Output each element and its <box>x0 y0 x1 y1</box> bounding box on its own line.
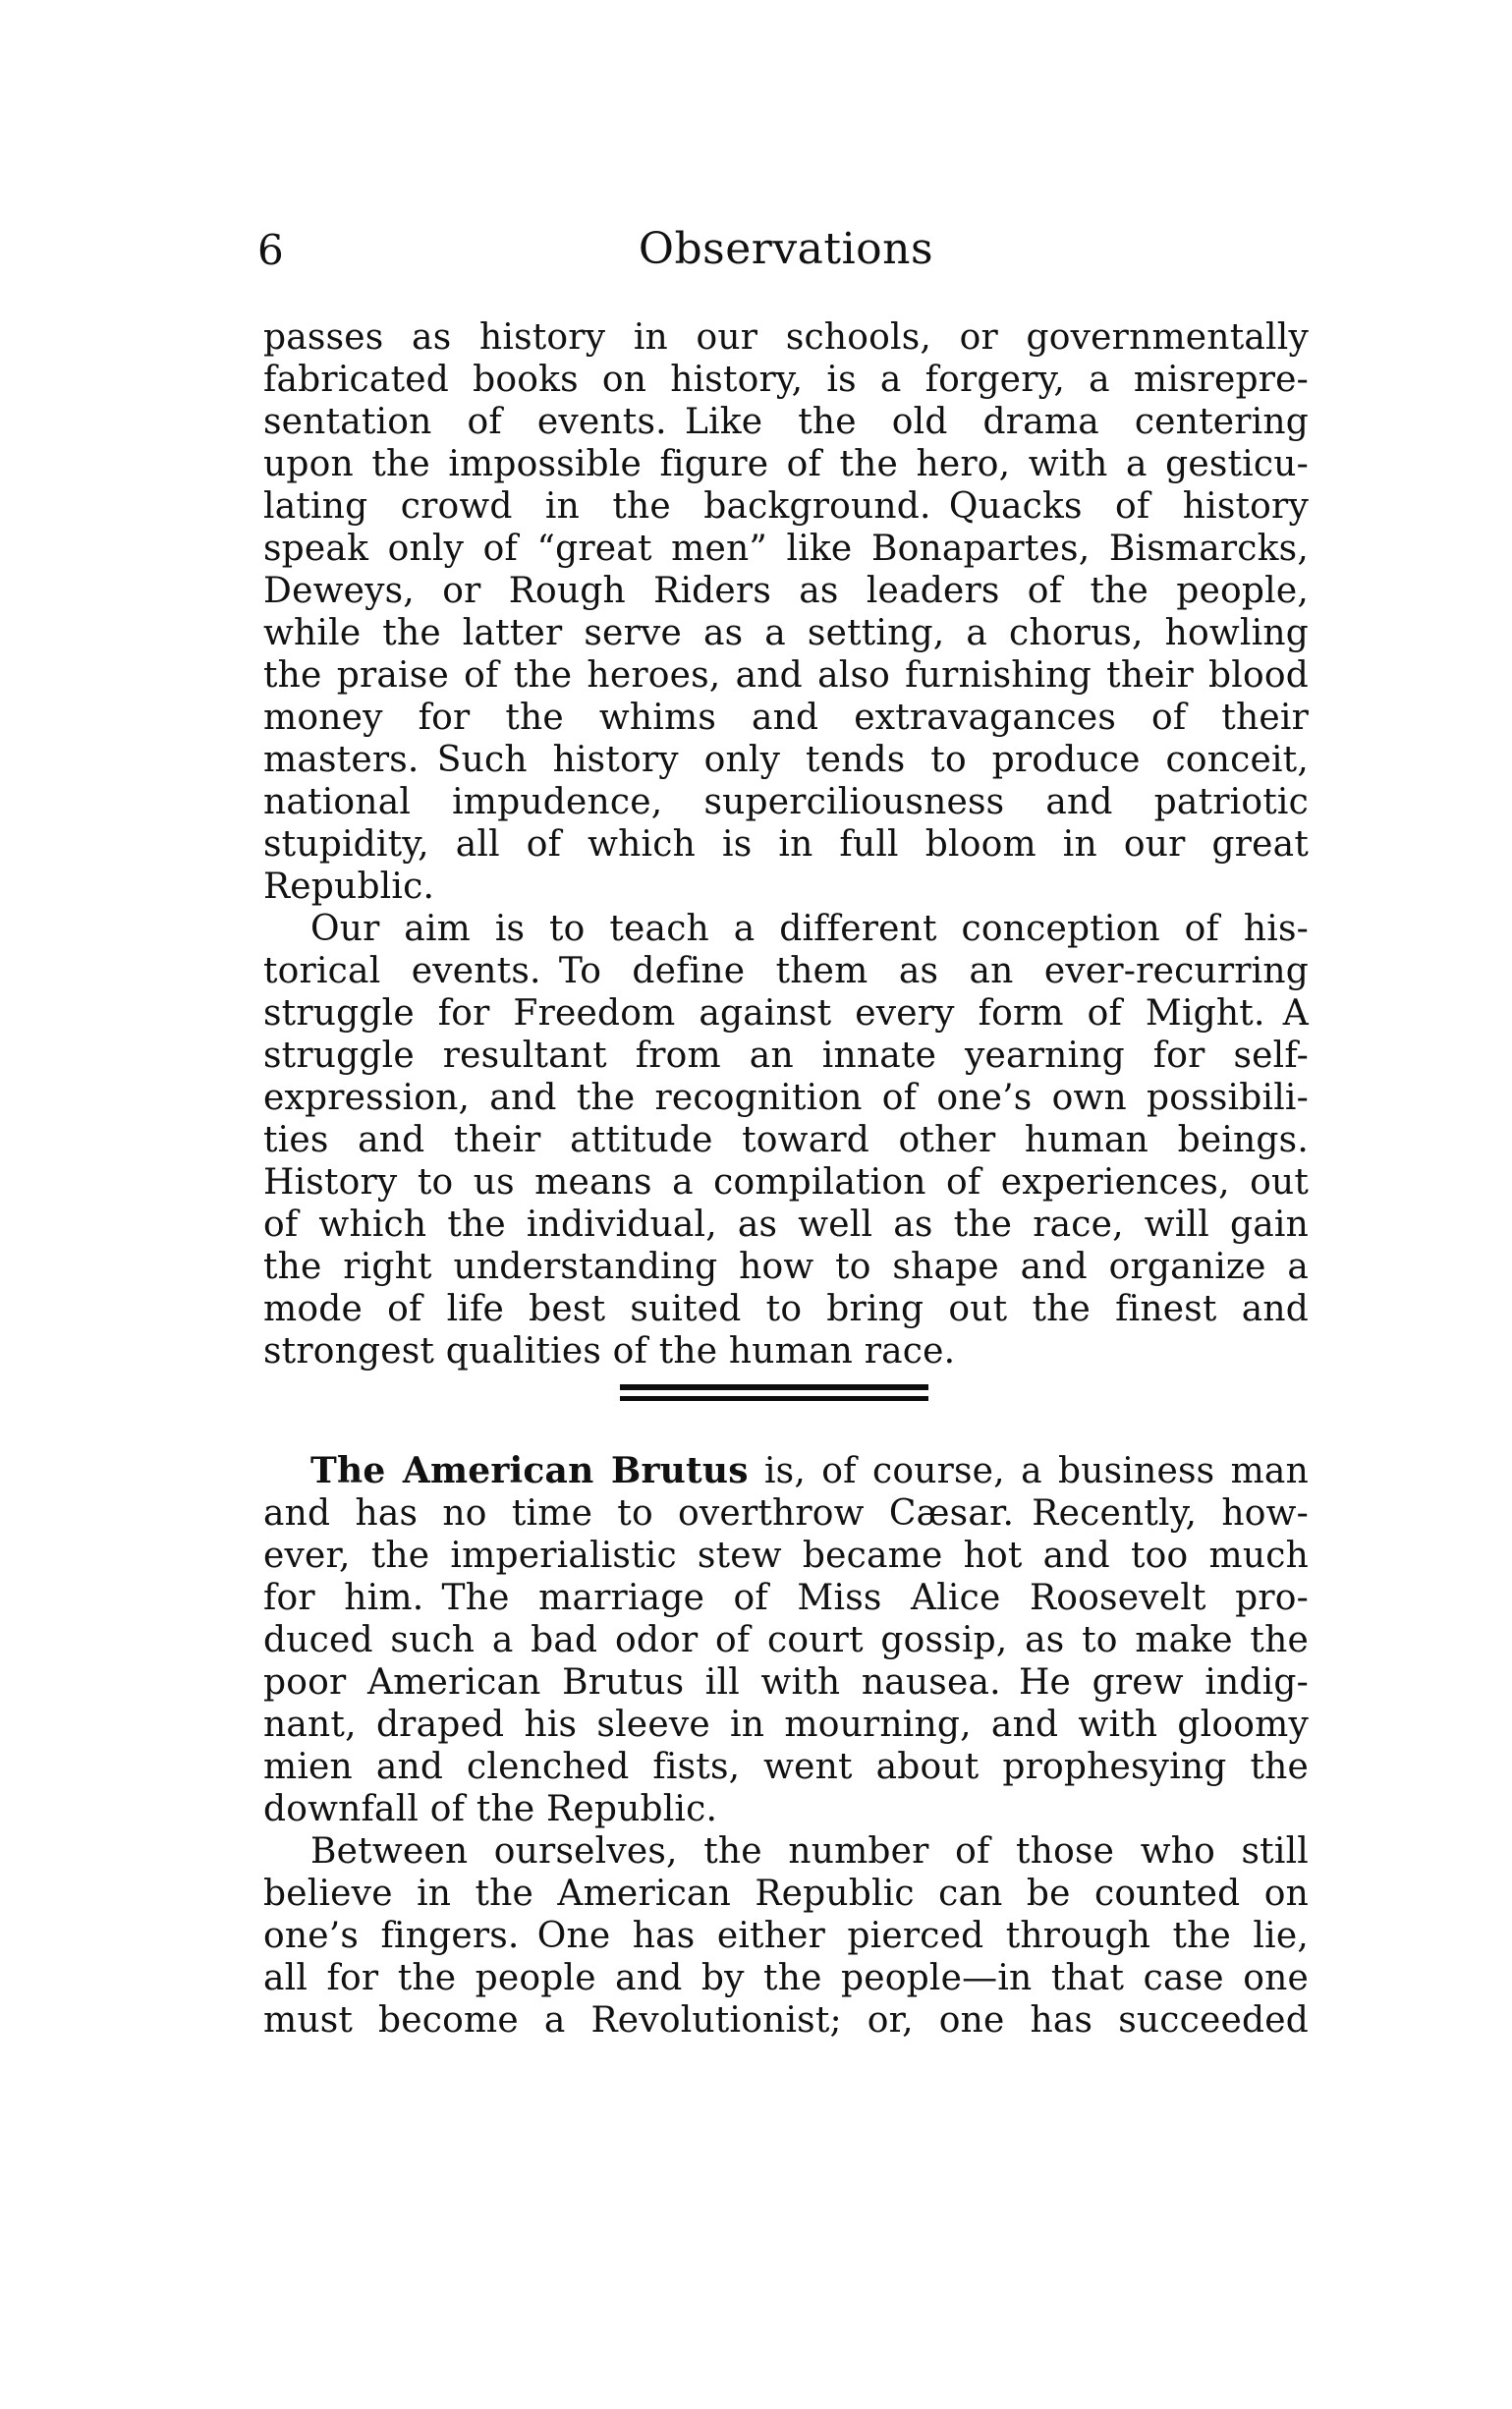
text-line: of which the individual, as well as the race, will gain <box>263 1204 1309 1245</box>
text-line: struggle for Freedom against every form of Might. A <box>263 993 1309 1034</box>
text-line: must become a Revolutionist; or, one has succeeded <box>263 2000 1309 2041</box>
text-line: History to us means a compilation of experiences, out <box>263 1162 1309 1203</box>
text-line: believe in the American Republic can be counted on <box>263 1874 1309 1914</box>
text-line: the right understanding how to shape and organize a <box>263 1247 1309 1287</box>
text-line: ever, the imperialistic stew became hot and too much <box>263 1536 1309 1576</box>
text-line: masters. Such history only tends to produce conceit, <box>263 740 1309 780</box>
text-line: ties and their attitude toward other human beings. <box>263 1120 1309 1160</box>
text-line: torical events. To define them as an ever-recurring <box>263 951 1309 991</box>
text-line: mien and clenched fists, went about prophesying the <box>263 1747 1309 1787</box>
page-header <box>257 224 1309 277</box>
text-line: Between ourselves, the number of those who still <box>310 1831 1309 1872</box>
text-line: the praise of the heroes, and also furnishing their blood <box>263 655 1309 696</box>
text-line: stupidity, all of which is in full bloom in our great <box>263 824 1309 865</box>
text-line: while the latter serve as a setting, a chorus, howling <box>263 613 1309 653</box>
text-line: lating crowd in the background. Quacks of history <box>263 486 1309 527</box>
text-line: for him. The marriage of Miss Alice Roosevelt pro- <box>263 1578 1309 1618</box>
text-line: upon the impossible figure of the hero, with a gesticu- <box>263 444 1309 484</box>
text-line: downfall of the Republic. <box>263 1789 718 1829</box>
divider-rule-bottom <box>620 1396 928 1401</box>
text-line: Our aim is to teach a different conception of his- <box>310 909 1309 949</box>
text-line: national impudence, superciliousness and patriotic <box>263 782 1309 822</box>
text-line: expression, and the recognition of one’s own possibili- <box>263 1078 1309 1118</box>
bold-lead: The American Brutus <box>310 1450 749 1491</box>
text-line: all for the people and by the people—in that case one <box>263 1958 1309 1998</box>
text-line: mode of life best suited to bring out the finest and <box>263 1289 1309 1329</box>
text-line: and has no time to overthrow Cæsar. Recently, how- <box>263 1493 1309 1534</box>
text-line: speak only of “great men” like Bonapartes, Bismarcks, <box>263 529 1309 569</box>
text-line: Deweys, or Rough Riders as leaders of the people, <box>263 571 1309 611</box>
text-line: nant, draped his sleeve in mourning, and with gloomy <box>263 1705 1309 1745</box>
text-line: poor American Brutus ill with nausea. He grew indig- <box>263 1662 1309 1703</box>
paragraph <box>263 908 1309 1373</box>
text-line: struggle resultant from an innate yearning for self- <box>263 1036 1309 1076</box>
text-line: passes as history in our schools, or governmentally <box>263 317 1309 358</box>
page-number: 6 <box>257 226 284 274</box>
paragraph <box>263 316 1309 908</box>
text-line: one’s fingers. One has either pierced through the lie, <box>263 1916 1309 1956</box>
paragraph <box>263 1830 1309 2042</box>
text-line: Republic. <box>263 867 435 907</box>
text-line: sentation of events. Like the old drama centering <box>263 402 1309 442</box>
body-text <box>263 316 1309 2042</box>
text-line: strongest qualities of the human race. <box>263 1331 956 1372</box>
section-divider <box>620 1384 928 1401</box>
paragraph <box>263 1450 1309 1830</box>
text-line: duced such a bad odor of court gossip, as to make the <box>263 1620 1309 1660</box>
text-line: money for the whims and extravagances of their <box>263 698 1309 738</box>
text-line: The American Brutus is, of course, a business man <box>310 1450 1309 1491</box>
page-header-title: Observations <box>638 224 934 274</box>
text-line: fabricated books on history, is a forgery, a misrepre- <box>263 360 1309 400</box>
